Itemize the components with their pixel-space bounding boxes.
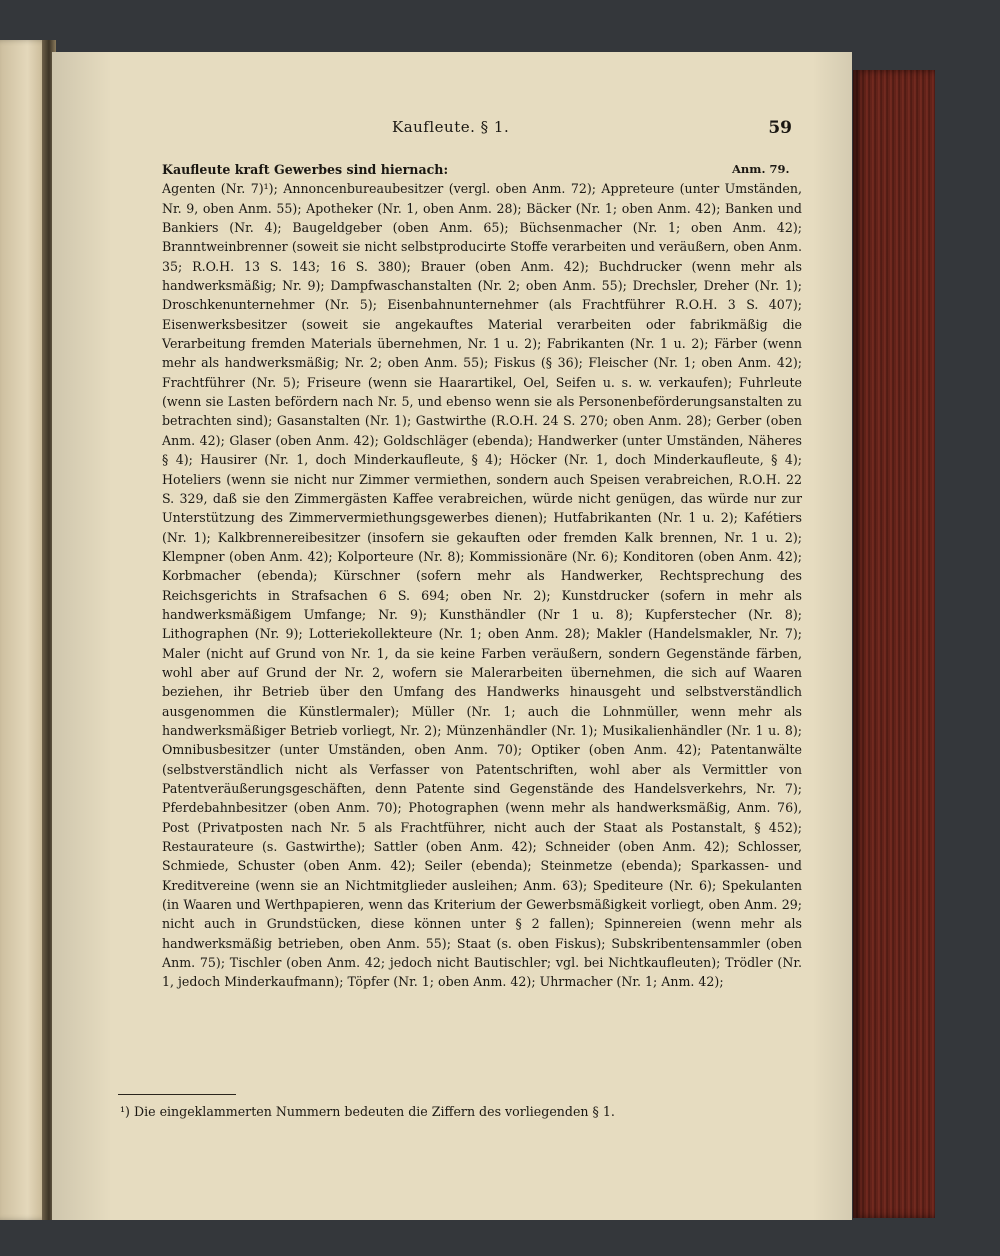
footnote-rule (118, 1094, 236, 1095)
running-head: Kaufleute. § 1. (392, 118, 510, 136)
footnote (120, 1104, 720, 1119)
page-header (162, 118, 792, 144)
page-body (162, 160, 802, 992)
page-number: 59 (768, 118, 792, 138)
margin-note: Anm. 79. (732, 162, 790, 176)
book-cover-edge (853, 70, 935, 1218)
intro-line (162, 160, 802, 179)
section-intro: Kaufleute kraft Gewerbes sind hiernach: (162, 162, 449, 177)
footnote-marker: ¹) (120, 1104, 130, 1119)
merchant-list-paragraph: Agenten (Nr. 7)¹); Annoncenbureaubesitzer (vergl. oben Anm. 72); Appreteure (unter Umständen, Nr. 9, oben Anm. 55); Apotheker (Nr. 1, oben Anm. 28); Bäcker (Nr. 1; oben Anm. 42); Banken und Bankiers (Nr. 4); Baugeldgeber (oben Anm. 65); Büchsenmacher (Nr. 1; oben Anm. 42); Branntweinbrenner (soweit sie nicht selbstproducirte Stoffe verarbeiten und veräußern, oben Anm. 35; R.O.H. 13 S. 143; 16 S. 380); Brauer (oben Anm. 42); Buchdrucker (wenn mehr als handwerksmäßig; Nr. 9); Dampfwaschanstalten (Nr. 2; oben Anm. 55); Drechsler, Dreher (Nr. 1); Droschkenunternehmer (Nr. 5); Eisenbahnunternehmer (als Frachtführer R.O.H. 3 S. 407); Eisenwerksbesitzer (soweit sie angekauftes Material verarbeiten oder fabrikmäßig die Verarbeitung fremden Materials übernehmen, Nr. 1 u. 2); Fabrikanten (Nr. 1 u. 2); Färber (wenn mehr als handwerksmäßig; Nr. 2; oben Anm. 55); Fiskus (§ 36); Fleischer (Nr. 1; oben Anm. 42); Frachtführer (Nr. 5); Friseure (wenn sie Haarartikel, Oel, Seifen u. s. w. verkaufen); Fuhrleute (wenn sie Lasten befördern nach Nr. 5, und ebenso wenn sie als Personenbeförderungsanstalten zu betrachten sind); Gasanstalten (Nr. 1); Gastwirthe (R.O.H. 24 S. 270; oben Anm. 28); Gerber (oben Anm. 42); Glaser (oben Anm. 42); Goldschläger (ebenda); Handwerker (unter Umständen, Näheres § 4); Hausirer (Nr. 1, doch Minderkaufleute, § 4); Höcker (Nr. 1, doch Minderkaufleute, § 4); Hoteliers (wenn sie nicht nur Zimmer vermiethen, sondern auch Speisen verabreichen, R.O.H. 22 S. 329, daß sie den Zimmergästen Kaffee verabreichen, würde nicht genügen, das würde nur zur Unterstützung des Zimmervermiethungsgewerbes dienen); Hutfabrikanten (Nr. 1 u. 2); Kafétiers (Nr. 1); Kalkbrennereibesitzer (insofern sie gekauften oder fremden Kalk brennen, Nr. 1 u. 2); Klempner (oben Anm. 42); Kolporteure (Nr. 8); Kommissionäre (Nr. 6); Konditoren (oben Anm. 42); Korbmacher (ebenda); Kürschner (sofern mehr als Handwerker, Rechtsprechung des Reichsgerichts in Strafsachen 6 S. 694; oben Nr. 2); Kunstdrucker (sofern in mehr als handwerksmäßigem Umfange; Nr. 9); Kunsthändler (Nr 1 u. 8); Kupferstecher (Nr. 8); Lithographen (Nr. 9); Lotteriekollekteure (Nr. 1; oben Anm. 28); Makler (Handelsmakler, Nr. 7); Maler (nicht auf Grund von Nr. 1, da sie keine Farben veräußern, sondern Gegenstände färben, wohl aber auf Grund der Nr. 2, wofern sie Malerarbeiten übernehmen, die sich auf Waaren beziehen, ihr Betrieb über den Umfang des Handwerks hinausgeht und selbstverständlich ausgenommen die Künstlermaler); Müller (Nr. 1; auch die Lohnmüller, wenn mehr als handwerksmäßiger Betrieb vorliegt, Nr. 2); Münzenhändler (Nr. 1); Musikalienhändler (Nr. 1 u. 8); Omnibusbesitzer (unter Umständen, oben Anm. 70); Optiker (oben Anm. 42); Patentanwälte (selbstverständlich nicht als Verfasser von Patentschriften, wohl aber als Vermittler von Patentveräußerungsgeschäften, denn Patente sind Gegenstände des Handelsverkehrs, Nr. 7); Pferdebahnbesitzer (oben Anm. 70); Photographen (wenn mehr als handwerksmäßig, Anm. 76), Post (Privatposten nach Nr. 5 als Frachtführer, nicht auch der Staat als Postanstalt, § 452); Restaurateure (s. Gastwirthe); Sattler (oben Anm. 42); Schneider (oben Anm. 42); Schlosser, Schmiede, Schuster (oben Anm. 42); Seiler (ebenda); Steinmetze (ebenda); Sparkassen- und Kreditvereine (wenn sie an Nichtmitglieder ausleihen; Anm. 63); Spediteure (Nr. 6); Spekulanten (in Waaren und Werthpapieren, wenn das Kriterium der Gewerbsmäßigkeit vorliegt, oben Anm. 29; nicht auch in Grundstücken, diese können unter § 2 fallen); Spinnereien (wenn mehr als handwerksmäßig betrieben, oben Anm. 55); Staat (s. oben Fiskus); Subskribentensammler (oben Anm. 75); Tischler (oben Anm. 42; jedoch nicht Bautischler; vgl. bei Nichtkaufleuten); Trödler (Nr. 1, jedoch Minderkaufmann); Töpfer (Nr. 1; oben Anm. 42); Uhrmacher (Nr. 1; Anm. 42); (162, 181, 802, 990)
footnote-text: Die eingeklammerten Nummern bedeuten die Ziffern des vorliegenden § 1. (133, 1104, 615, 1119)
book-page (52, 52, 852, 1220)
